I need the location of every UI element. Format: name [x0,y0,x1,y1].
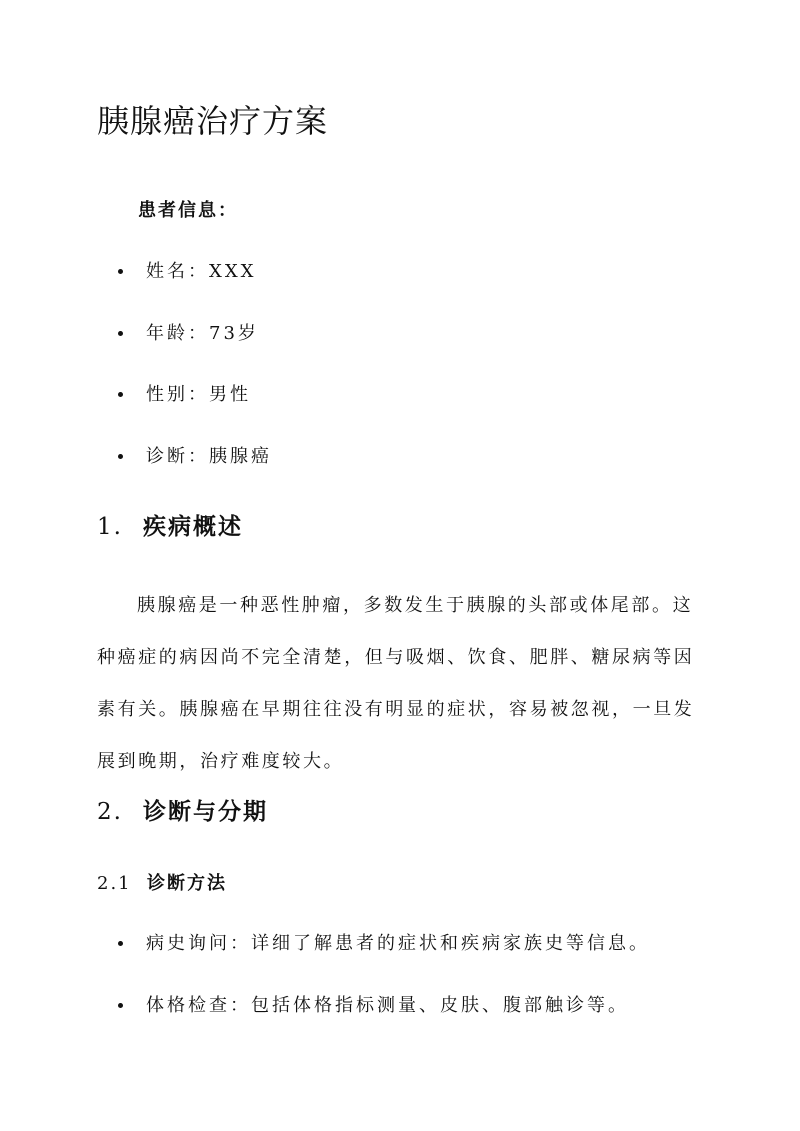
method-history: 病史询问：详细了解患者的症状和疾病家族史等信息。 [146,933,650,954]
patient-diagnosis: 诊断：胰腺癌 [146,445,272,467]
patient-info-heading: 患者信息： [138,200,238,221]
bullet-icon [118,269,123,274]
subsection-title: 诊断方法 [147,873,227,894]
section-number: 2. [97,799,123,825]
section-title: 疾病概述 [143,513,243,540]
patient-gender: 性别：男性 [146,384,251,405]
overview-paragraph: 胰腺癌是一种恶性肿瘤，多数发生于胰腺的头部或体尾部。这种癌症的病因尚不完全清楚，但与吸烟、饮食、肥胖、糖尿病等因素有关。胰腺癌在早期往往没有明显的症状，容易被忽视，一旦发展到晚期，治疗难度较大。 [97,595,695,772]
bullet-icon [118,941,123,946]
subsection-number: 2.1 [97,873,132,894]
bullet-icon [118,331,123,336]
patient-name: 姓名：XXX [146,261,257,282]
section-heading-diagnosis [97,793,268,826]
method-physical-exam: 体格检查：包括体格指标测量、皮肤、腹部触诊等。 [146,994,629,1016]
subsection-heading-methods [97,869,227,895]
document-title: 胰腺癌治疗方案 [97,102,329,140]
patient-age: 年龄：73岁 [146,322,259,344]
section-title: 诊断与分期 [143,798,268,825]
bullet-icon [118,454,123,459]
bullet-icon [118,1003,123,1008]
section-number: 1. [97,514,123,540]
bullet-icon [118,392,123,397]
section-heading-overview [97,508,243,541]
